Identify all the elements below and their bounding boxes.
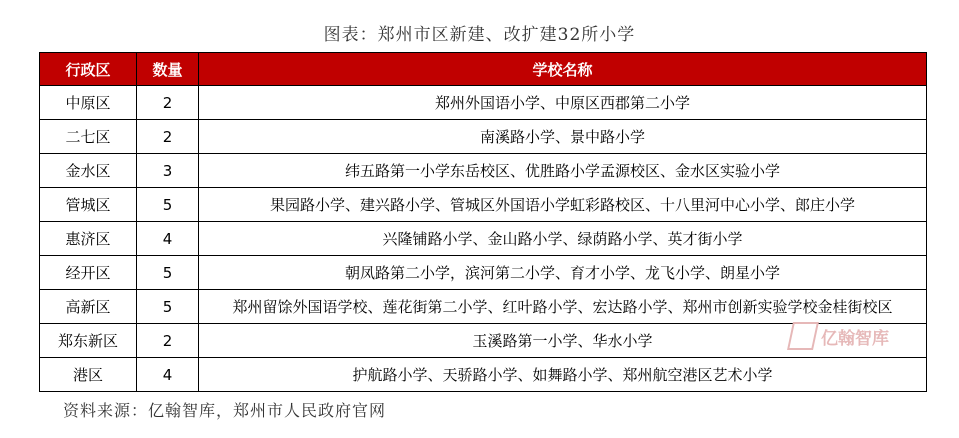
page-title: 图表：郑州市区新建、改扩建32所小学 bbox=[323, 25, 636, 45]
schools-cell: 玉溪路第一小学、华水小学 bbox=[199, 324, 927, 358]
column-header-schools: 学校名称 bbox=[199, 53, 927, 86]
district-cell: 郑东新区 bbox=[40, 324, 137, 358]
watermark bbox=[790, 322, 889, 350]
table-row bbox=[40, 256, 927, 290]
district-cell: 金水区 bbox=[40, 154, 137, 188]
count-cell: 3 bbox=[137, 154, 199, 188]
schools-cell: 纬五路第一小学东岳校区、优胜路小学孟源校区、金水区实验小学 bbox=[199, 154, 927, 188]
table-header-row bbox=[40, 53, 927, 86]
count-cell: 5 bbox=[137, 290, 199, 324]
table-row bbox=[40, 222, 927, 256]
district-cell: 管城区 bbox=[40, 188, 137, 222]
count-cell: 2 bbox=[137, 86, 199, 120]
count-cell: 2 bbox=[137, 120, 199, 154]
table-row bbox=[40, 154, 927, 188]
count-cell: 5 bbox=[137, 188, 199, 222]
count-cell: 4 bbox=[137, 358, 199, 392]
watermark-logo-icon bbox=[787, 322, 819, 350]
count-cell: 5 bbox=[137, 256, 199, 290]
table-row bbox=[40, 86, 927, 120]
schools-cell: 兴隆铺路小学、金山路小学、绿荫路小学、英才街小学 bbox=[199, 222, 927, 256]
table-row bbox=[40, 358, 927, 392]
district-cell: 二七区 bbox=[40, 120, 137, 154]
column-header-district: 行政区 bbox=[40, 53, 137, 86]
column-header-count: 数量 bbox=[137, 53, 199, 86]
table-row bbox=[40, 290, 927, 324]
schools-cell: 朝凤路第二小学，滨河第二小学、育才小学、龙飞小学、朗星小学 bbox=[199, 256, 927, 290]
schools-cell: 郑州外国语小学、中原区西郡第二小学 bbox=[199, 86, 927, 120]
district-cell: 惠济区 bbox=[40, 222, 137, 256]
district-cell: 经开区 bbox=[40, 256, 137, 290]
count-cell: 4 bbox=[137, 222, 199, 256]
district-cell: 中原区 bbox=[40, 86, 137, 120]
watermark-text: 亿翰智库 bbox=[821, 328, 889, 349]
schools-cell: 南溪路小学、景中路小学 bbox=[199, 120, 927, 154]
schools-cell: 郑州留馀外国语学校、莲花街第二小学、红叶路小学、宏达路小学、郑州市创新实验学校金桂街校区 bbox=[199, 290, 927, 324]
schools-cell: 护航路小学、天骄路小学、如舞路小学、郑州航空港区艺术小学 bbox=[199, 358, 927, 392]
schools-cell: 果园路小学、建兴路小学、管城区外国语小学虹彩路校区、十八里河中心小学、郎庄小学 bbox=[199, 188, 927, 222]
district-cell: 港区 bbox=[40, 358, 137, 392]
table-row bbox=[40, 120, 927, 154]
source-note: 资料来源：亿翰智库，郑州市人民政府官网 bbox=[63, 401, 387, 420]
table-row bbox=[40, 188, 927, 222]
count-cell: 2 bbox=[137, 324, 199, 358]
district-cell: 高新区 bbox=[40, 290, 137, 324]
